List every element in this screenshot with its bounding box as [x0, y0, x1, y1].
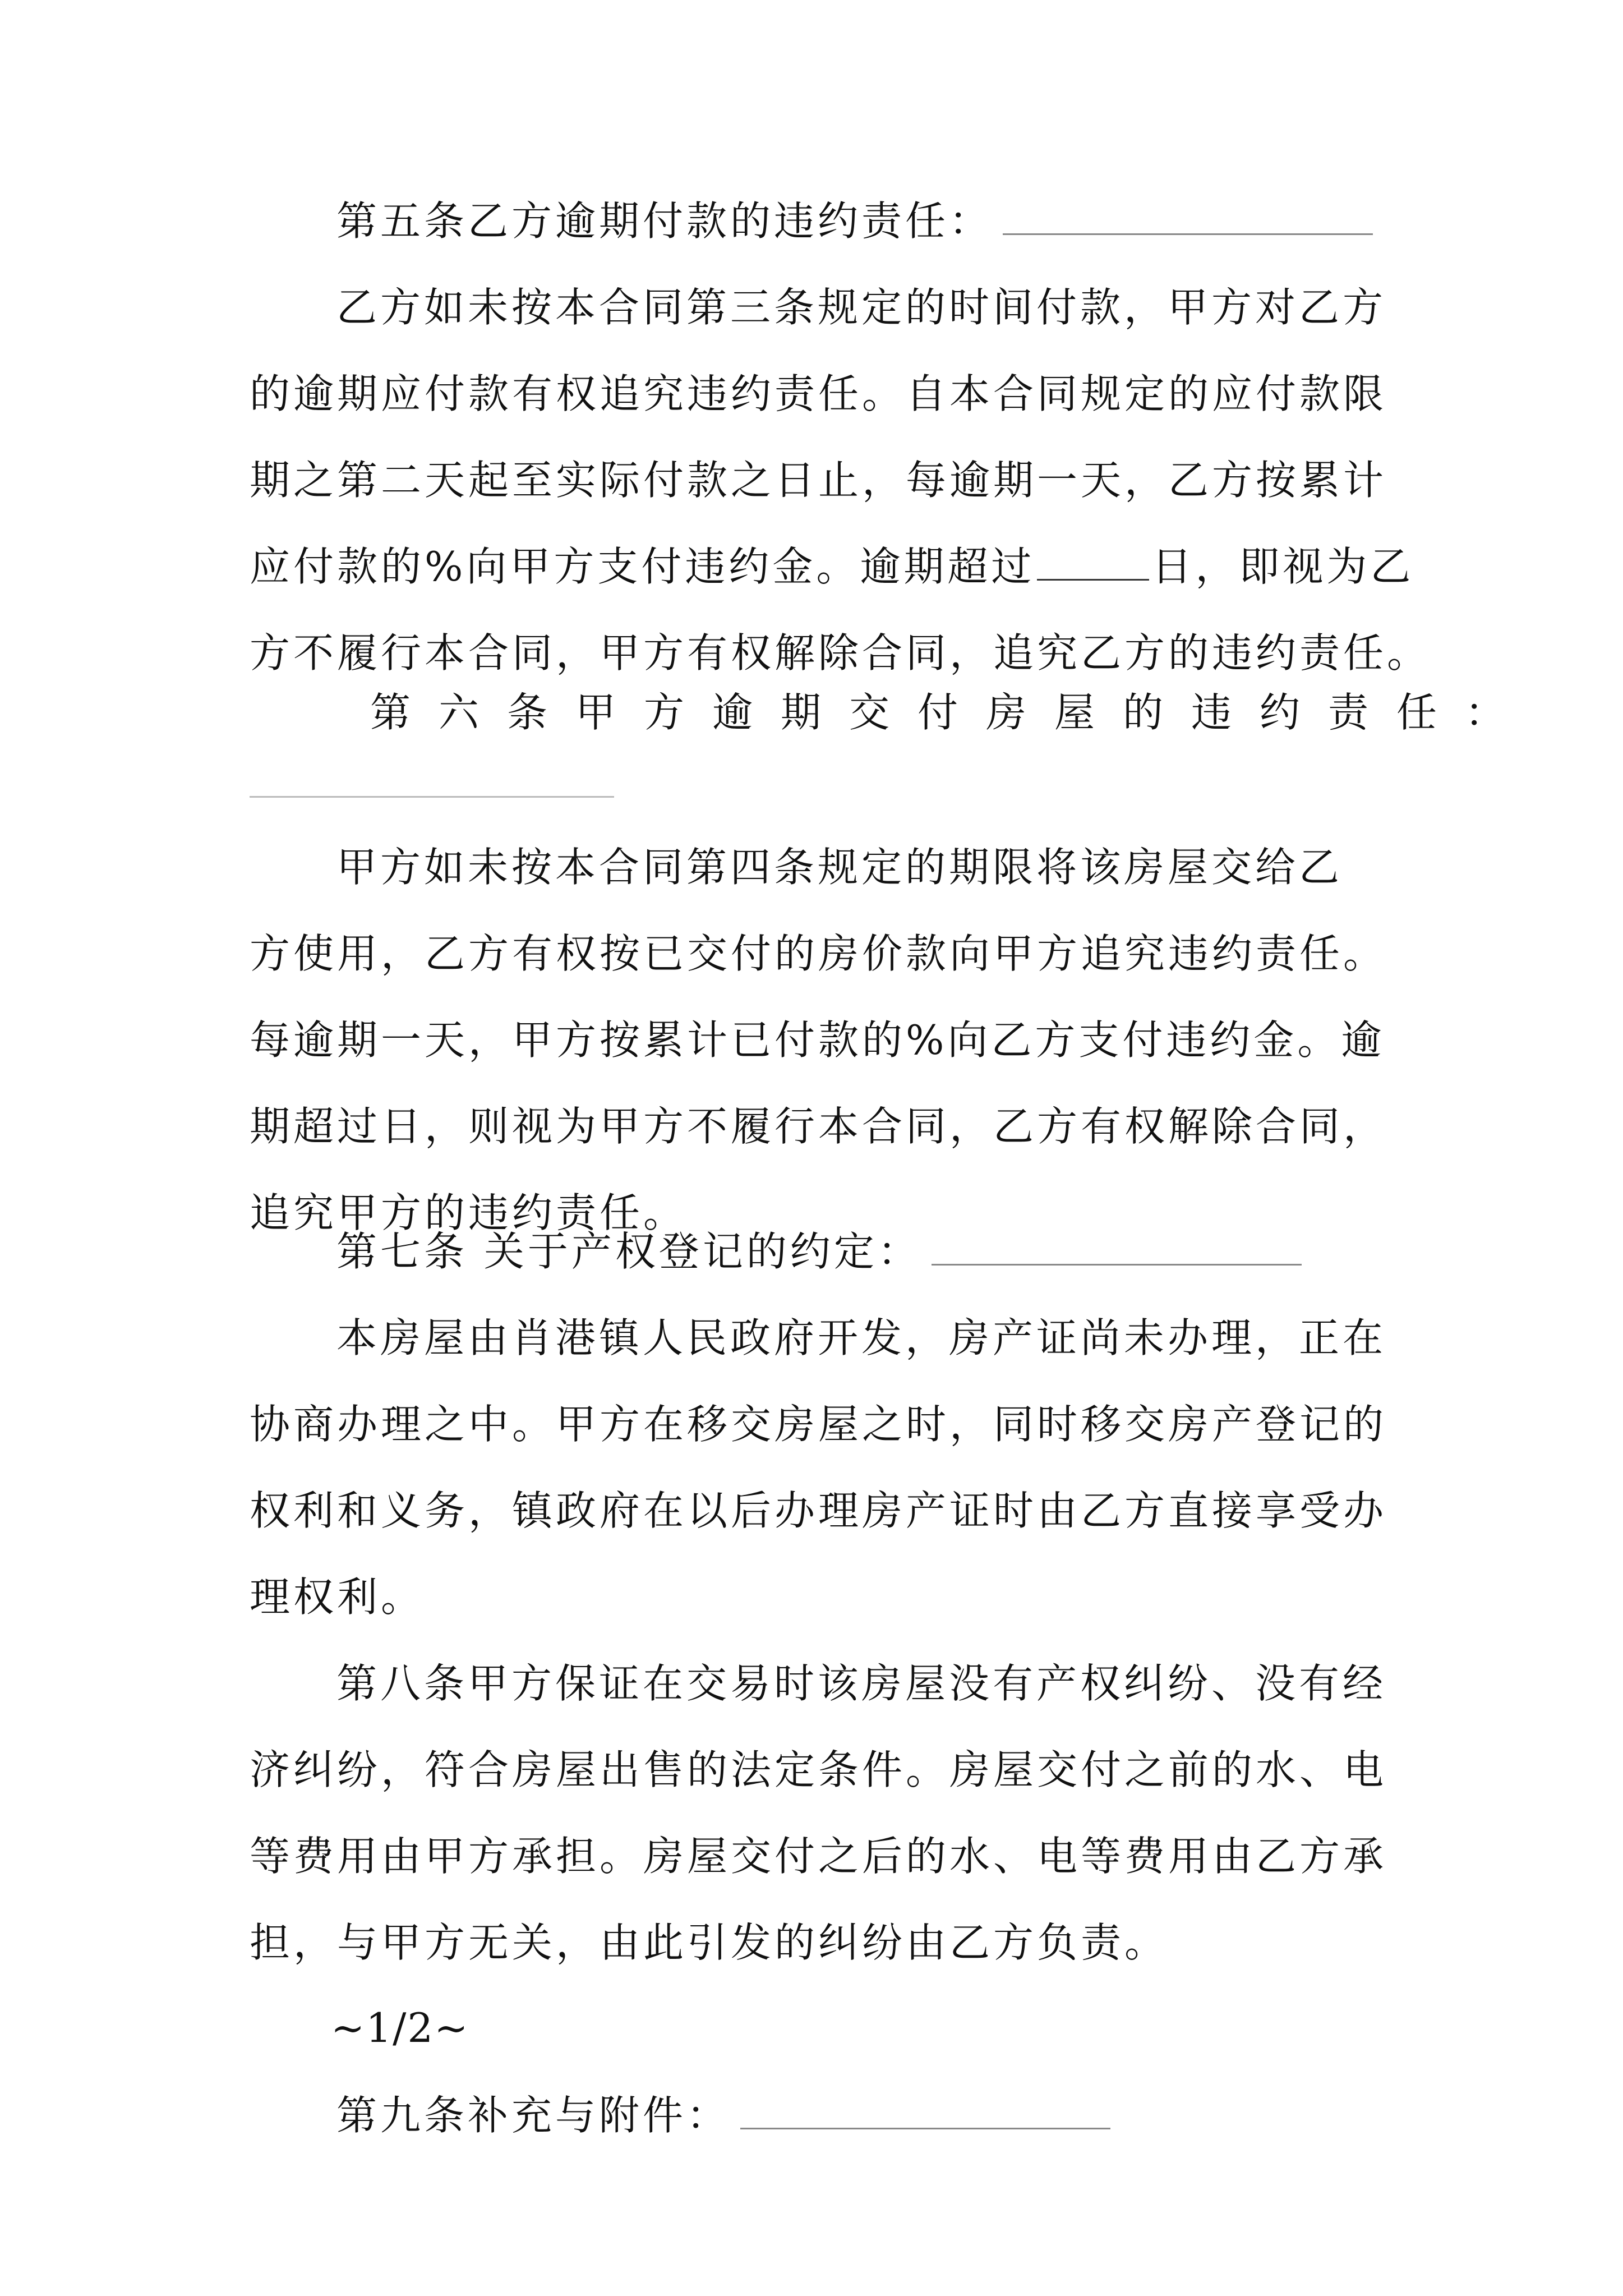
- article-9-title-line: [336, 2088, 1110, 2142]
- article-7-line-3: 权利和义务，镇政府在以后办理房产证时由乙方直接享受办: [250, 1487, 1387, 1534]
- article-6-line-5: 追究甲方的违约责任。: [250, 1189, 688, 1236]
- article-8-line-2: 济纠纷，符合房屋出售的法定条件。房屋交付之前的水、电: [250, 1746, 1387, 1793]
- article-7-title: 第七条 关于产权登记的约定：: [336, 1228, 921, 1275]
- article-7-line-1: 本房屋由肖港镇人民政府开发，房产证尚未办理，正在: [336, 1314, 1387, 1361]
- page-number-marker: ~1/2~: [331, 2004, 469, 2051]
- article-6-line-3: 每逾期一天，甲方按累计已付款的%向乙方支付违约金。逾: [250, 1016, 1385, 1064]
- article-5-line-3: 期之第二天起至实际付款之日止，每逾期一天，乙方按累计: [250, 457, 1387, 504]
- article-7-title-line: [336, 1225, 1302, 1278]
- article-5-fill-blank: [1003, 228, 1373, 235]
- article-9-title: 第九条补充与附件：: [336, 2092, 731, 2139]
- article-5-line-4: [250, 540, 1414, 593]
- article-5-line-2: 的逾期应付款有权追究违约责任。自本合同规定的应付款限: [250, 370, 1387, 417]
- article-6-fill-blank: [250, 796, 614, 798]
- article-5-title-line: [336, 194, 1373, 248]
- article-8-line-4: 担，与甲方无关，由此引发的纠纷由乙方负责。: [250, 1919, 1169, 1966]
- article-6-line-4: 期超过日，则视为甲方不履行本合同，乙方有权解除合同，: [250, 1103, 1387, 1150]
- article-6-title: 第六条甲方逾期交付房屋的违约责任：: [370, 689, 1534, 736]
- article-5-title: 第五条乙方逾期付款的违约责任：: [336, 197, 993, 245]
- article-5-line-4-end: 日，即视为乙: [1151, 543, 1414, 590]
- article-7-fill-blank: [932, 1258, 1302, 1266]
- article-8-line-1: 第八条甲方保证在交易时该房屋没有产权纠纷、没有经: [336, 1660, 1387, 1707]
- article-8-line-3: 等费用由甲方承担。房屋交付之后的水、电等费用由乙方承: [250, 1833, 1387, 1880]
- article-9-fill-blank: [740, 2122, 1110, 2129]
- article-7-line-4: 理权利。: [250, 1573, 425, 1621]
- article-5-line-5: 方不履行本合同，甲方有权解除合同，追究乙方的违约责任。: [250, 629, 1431, 677]
- article-6-line-1: 甲方如未按本合同第四条规定的期限将该房屋交给乙: [336, 844, 1343, 891]
- article-5-line-4-start: 应付款的%向甲方支付违约金。逾期超过: [250, 543, 1035, 590]
- article-7-line-2: 协商办理之中。甲方在移交房屋之时，同时移交房产登记的: [250, 1401, 1387, 1448]
- article-6-line-2: 方使用，乙方有权按已交付的房价款向甲方追究违约责任。: [250, 930, 1387, 977]
- article-5-line-1: 乙方如未按本合同第三条规定的时间付款，甲方对乙方: [336, 284, 1387, 331]
- article-5-days-blank: [1037, 573, 1149, 581]
